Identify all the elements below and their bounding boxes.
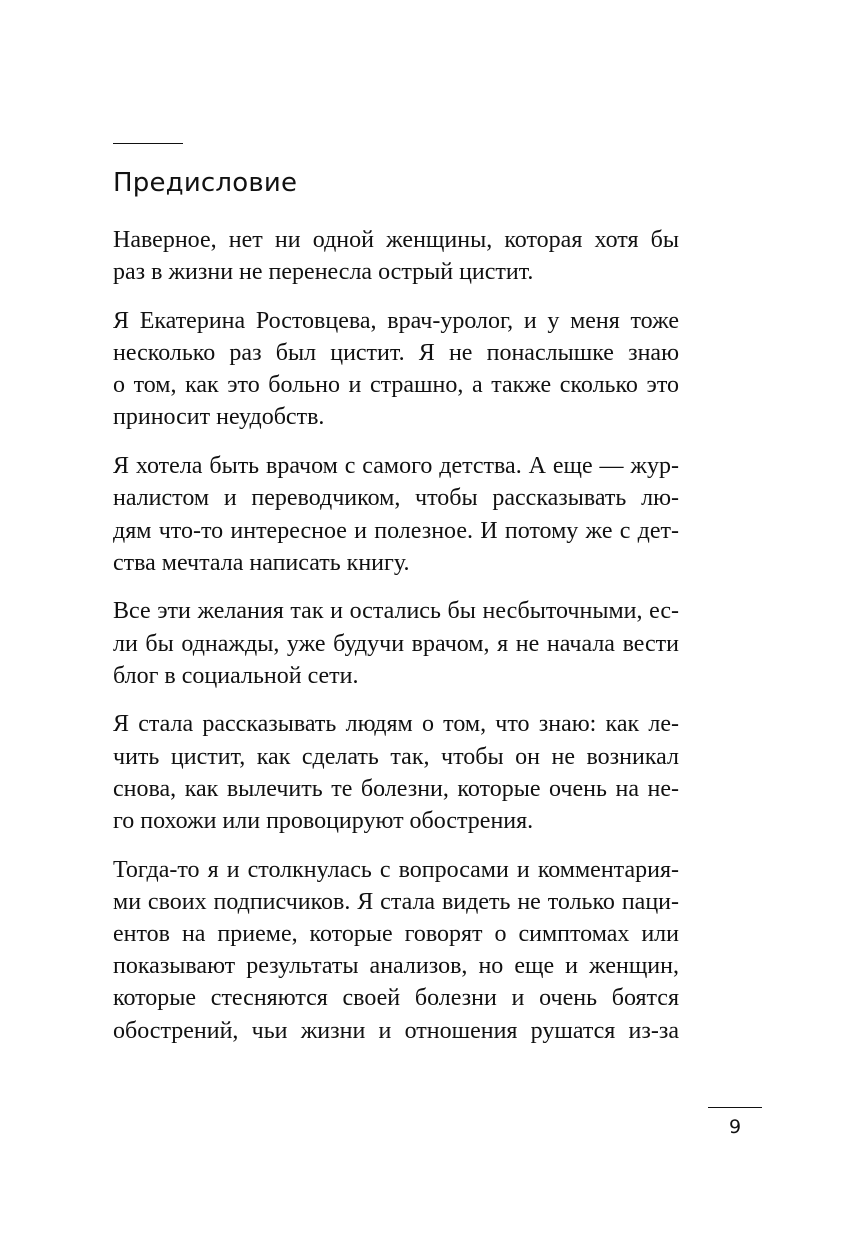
paragraph-1 [113, 224, 679, 288]
chapter-title: Предисловие [113, 168, 298, 198]
text-line: несколько раз был цистит. Я не понаслышке знаю [113, 340, 679, 367]
text-line: которые стесняются своей болезни и очень боятся [113, 985, 679, 1012]
text-line: о том, как это больно и страшно, а также сколько это [113, 372, 679, 399]
page-number: 9 [728, 1116, 742, 1138]
paragraph-4 [113, 595, 679, 692]
text-line: Я хотела быть врачом с самого детства. А еще — жур- [113, 453, 679, 480]
text-line: ентов на приеме, которые говорят о симптомах или [113, 921, 679, 948]
text-line: дям что-то интересное и полезное. И потому же с дет- [113, 517, 679, 544]
text-line: налистом и переводчиком, чтобы рассказывать лю- [113, 485, 679, 512]
text-line: приносит неудобств. [113, 404, 325, 431]
paragraph-2 [113, 305, 679, 434]
text-line: ства мечтала написать книгу. [113, 549, 410, 576]
text-line: чить цистит, как сделать так, чтобы он не возникал [113, 743, 679, 770]
text-line: снова, как вылечить те болезни, которые очень на не- [113, 775, 679, 802]
text-line: блог в социальной сети. [113, 662, 359, 689]
text-line: Все эти желания так и остались бы несбыточными, ес- [113, 598, 679, 625]
text-line: Я Екатерина Ростовцева, врач-уролог, и у меня тоже [113, 307, 679, 334]
paragraph-6 [113, 854, 679, 1047]
footer-rule [708, 1107, 762, 1108]
text-line: ми своих подписчиков. Я стала видеть не только паци- [113, 888, 679, 915]
text-line: го похожи или провоцируют обострения. [113, 808, 534, 834]
text-line: обострений, чьи жизни и отношения рушатся из-за [113, 1017, 679, 1044]
text-line: раз в жизни не перенесла острый цистит. [113, 259, 534, 286]
chapter-top-rule [113, 143, 183, 144]
body-text [113, 224, 679, 1063]
text-line: Тогда-то я и столкнулась с вопросами и комментария- [113, 856, 679, 883]
text-line: Наверное, нет ни одной женщины, которая хотя бы [113, 227, 679, 253]
paragraph-3 [113, 450, 679, 579]
text-line: ли бы однажды, уже будучи врачом, я не начала вести [113, 630, 679, 657]
paragraph-5 [113, 708, 679, 837]
text-line: показывают результаты анализов, но еще и женщин, [113, 953, 679, 980]
text-line: Я стала рассказывать людям о том, что знаю: как ле- [113, 711, 679, 738]
